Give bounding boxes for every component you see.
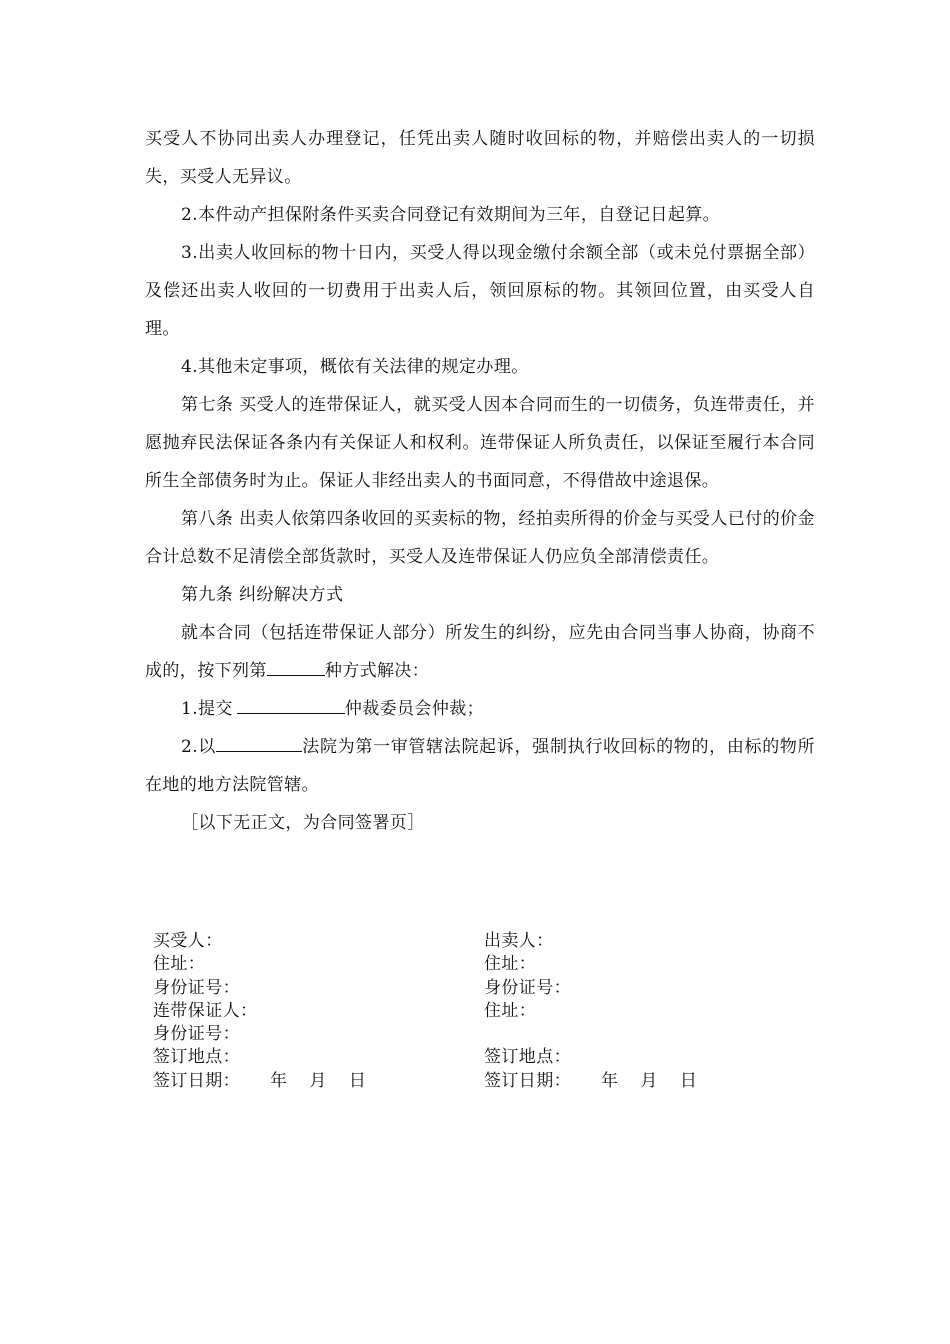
seller-date-month: 月 [640,1070,658,1091]
buyer-signature-block [153,928,453,1091]
contract-body [145,120,815,842]
buyer-date-year: 年 [270,1070,288,1091]
dispute-resolution-text [145,614,815,690]
seller-second-address-label: 住址： [484,1000,537,1021]
method-choice-blank[interactable] [267,657,325,676]
arbitration-text-part2: 仲裁委员会仲裁； [344,699,485,719]
seller-address-label: 住址： [484,954,537,975]
buyer-sign-date [153,1068,453,1091]
seller-date-day: 日 [679,1070,698,1091]
article-9-heading: 第九条 纠纷解决方式 [181,585,344,605]
seller-signature-block [484,928,784,1091]
litigation-text-part1: 2.以 [181,737,216,757]
seller-empty-row [484,1021,784,1044]
dispute-text-part2: 种方式解决： [324,661,430,681]
buyer-label: 买受人： [153,931,223,951]
buyer-id-label: 身份证号： [153,977,240,998]
court-name-blank[interactable] [216,733,302,752]
buyer-date-day: 日 [348,1070,367,1091]
seller-id-label: 身份证号： [484,977,571,998]
buyer-date-label: 签订日期： [153,1070,240,1091]
guarantor-id-label: 身份证号： [153,1024,240,1045]
arbitration-text-part1: 1.提交 [181,699,233,719]
litigation-text-part2: 法院为第一审管辖法院起诉，强制执行收回标的物的，由标的物所在地的地方法院管辖。 [145,737,815,795]
seller-label: 出卖人： [484,931,554,951]
clause-item-2: 2.本件动产担保附条件买卖合同登记有效期间为三年，自登记日起算。 [181,205,721,225]
buyer-sign-place-label: 签订地点： [153,1047,240,1068]
seller-date-label: 签订日期： [484,1070,571,1091]
litigation-option [145,728,815,804]
article-7: 第七条 买受人的连带保证人，就买受人因本合同而生的一切债务，负连带责任，并愿抛弃民法保证各条内有关保证人和权利。连带保证人所负责任，以保证至履行本合同所生全部债务时为止。保证人非经出卖人的书面同意，不得借故中途退保。 [145,395,815,491]
end-of-text-note: ［以下无正文，为合同签署页］ [181,813,425,833]
guarantor-label: 连带保证人： [153,1000,258,1021]
dispute-text-part1: 就本合同（包括连带保证人部分）所发生的纠纷，应先由合同当事人协商，协商不成的，按下列第 [145,623,815,681]
clause-item-3: 3.出卖人收回标的物十日内，买受人得以现金缴付余额全部（或未兑付票据全部）及偿还出卖人收回的一切费用于出卖人后，领回原标的物。其领回位置，由买受人自理。 [145,243,815,339]
arbitration-option [145,690,815,728]
clause-text-p1: 买受人不协同出卖人办理登记，任凭出卖人随时收回标的物，并赔偿出卖人的一切损失，买受人无异议。 [145,129,815,187]
seller-sign-place-label: 签订地点： [484,1047,571,1068]
buyer-date-month: 月 [309,1070,327,1091]
buyer-address-label: 住址： [153,954,206,975]
arbitration-commission-blank[interactable] [237,695,345,714]
seller-date-year: 年 [601,1070,619,1091]
clause-item-4: 4.其他未定事项，概依有关法律的规定办理。 [181,357,529,377]
seller-sign-date [484,1068,784,1091]
article-8: 第八条 出卖人依第四条收回的买卖标的物，经拍卖所得的价金与买受人已付的价金合计总数不足清偿全部货款时，买受人及连带保证人仍应负全部清偿责任。 [145,509,815,567]
